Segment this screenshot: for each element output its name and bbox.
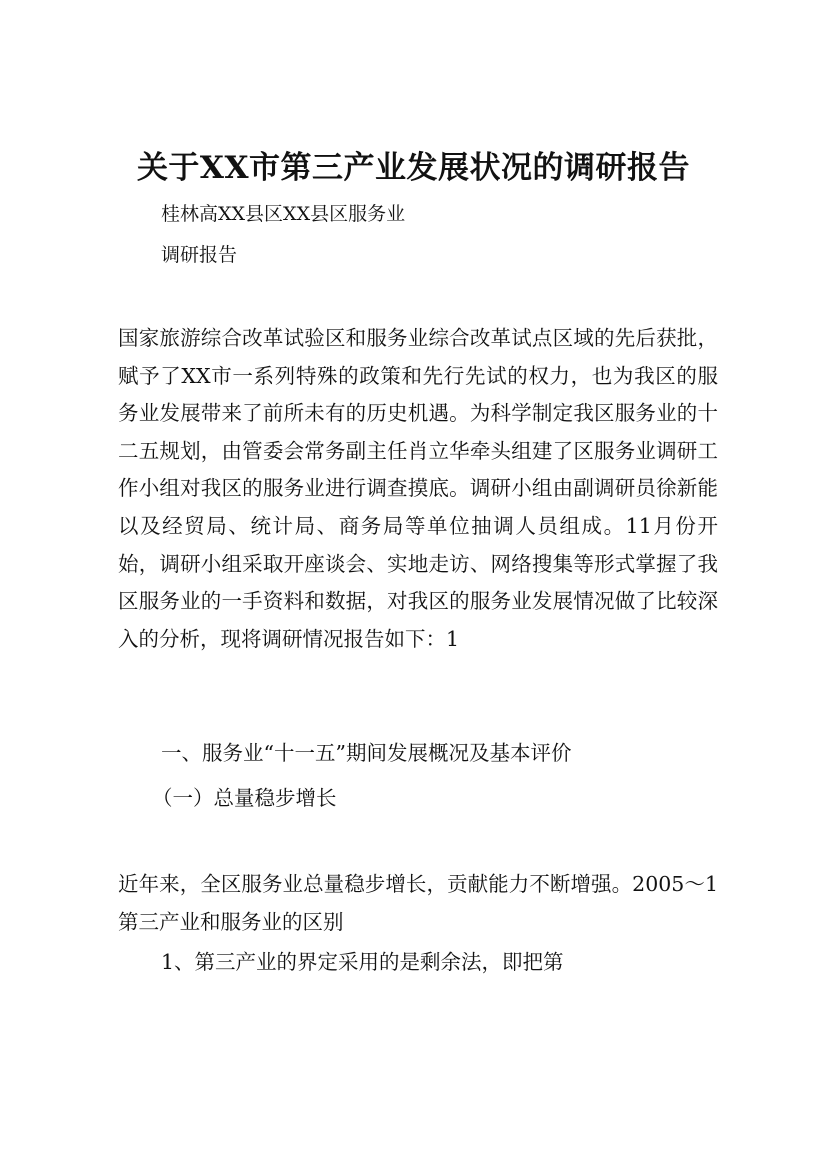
subtitle-line-1: 桂林高XX县区XX县区服务业 <box>161 203 406 225</box>
section-heading-2: （一）总量稳步增长 <box>152 786 337 810</box>
subtitle-line-2: 调研报告 <box>161 244 238 266</box>
intro-paragraph: 国家旅游综合改革试验区和服务业综合改革试点区域的先后获批，赋予了XX市一系列特殊的政策和先行先试的权力，也为我区的服务业发展带来了前所未有的历史机遇。为科学制定我区服务业的十二五规划，由管委会常务副主任肖立华牵头组建了区服务业调研工作小组对我区的服务业进行调查摸底。调研小组由副调研员徐新能以及经贸局、统计局、商务局等单位抽调人员组成。11月份开始，调研小组采取开座谈会、实地走访、网络搜集等形式掌握了我区服务业的一手资料和数据，对我区的服务业发展情况做了比较深入的分析，现将调研情况报告如下：1 <box>118 326 718 651</box>
body-paragraph-2: 近年来，全区服务业总量稳步增长，贡献能力不断增强。2005～1第三产业和服务业的区别 <box>118 872 718 934</box>
list-item-1: 1、第三产业的界定采用的是剩余法，即把第 <box>161 950 564 974</box>
document-title: 关于XX市第三产业发展状况的调研报告 <box>136 150 691 186</box>
section-heading-1: 一、服务业“十一五”期间发展概况及基本评价 <box>161 741 572 765</box>
